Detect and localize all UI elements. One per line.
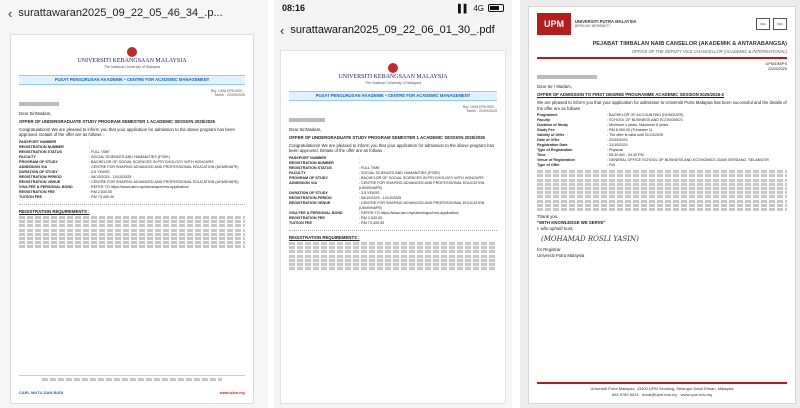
detail-value: : BACHELOR OF SOCIAL SCIENCES IN PSYCHOLOGY WITH HONOURS (89, 160, 214, 165)
detail-key: FACULTY (19, 155, 36, 160)
detail-row (19, 195, 241, 200)
ukm-offer-letter (281, 51, 505, 403)
detail-value: : The offer is valid until 31/10/2025 (607, 133, 664, 138)
detail-key: Duration of Study (537, 123, 568, 128)
detail-value: : CENTRE FOR SHAPING ADVANCED AND PROFESSIONAL EDUCATION (UKMSHAPE) (89, 165, 239, 170)
text-line (289, 255, 497, 258)
ukm-logo (19, 47, 245, 70)
text-line (19, 216, 245, 219)
detail-row (289, 181, 497, 191)
institution-tagline: The National University of Malaysia (364, 81, 422, 86)
detail-key: REGISTRATION NUMBER (19, 145, 64, 150)
detail-value: : (89, 140, 91, 145)
requirements-title: REGISTRATION REQUIREMENTS : (289, 235, 360, 241)
redacted-address (19, 102, 59, 106)
detail-value: : FULL TIME (359, 166, 380, 171)
offer-details-table (289, 156, 497, 226)
detail-value: : BACHELOR OF SOCIAL SCIENCES IN PSYCHOLOGY WITH HONOURS (359, 176, 484, 181)
closing: Thank you. (537, 213, 559, 219)
network-label: 4G (473, 3, 484, 13)
detail-key: Validity of Offer (537, 133, 565, 138)
pdf-viewer-panel-1 (0, 0, 268, 408)
ukm-crest-icon (127, 47, 137, 57)
text-line (289, 267, 497, 270)
detail-value: : CENTRE FOR SHAPING ADVANCED AND PROFESSIONAL EDUCATION (UKMSHAPE) (359, 201, 485, 211)
detail-value: : REFER TO https://www.ukm.my/ukmshape/new-application/ (89, 185, 190, 190)
detail-key: ADMISSION VIA (19, 165, 48, 170)
upm-name: UNIVERSITI PUTRA MALAYSIA (575, 18, 637, 24)
letter-ref: UPM/DM/PS (765, 62, 787, 67)
detail-value: : SOCIAL SCIENCES AND HUMANITIES (FSSK) (359, 171, 440, 176)
upm-logo: UPM (537, 13, 571, 35)
pdf-page[interactable] (280, 50, 506, 404)
detail-key: DURATION OF STUDY (19, 170, 58, 175)
detail-value: : RM 2,530.00 (89, 190, 113, 195)
detail-key: REGISTRATION PERIOD (19, 175, 62, 180)
text-line (42, 378, 223, 381)
text-line (19, 229, 245, 232)
detail-key: REGISTRATION STATUS (19, 150, 62, 155)
letter-intro: We are pleased to inform you that your application for admission to Universiti Putra Malaysia has been successful and the details of the offer are as follows : (537, 99, 787, 111)
detail-value: : RM 73,400.00 (359, 221, 385, 226)
status-time: 08:16 (282, 3, 306, 13)
detail-key: REGISTRATION STATUS (289, 166, 332, 171)
text-line (289, 246, 497, 249)
letter-date: 22/09/2025 (767, 67, 787, 72)
detail-value: : Physical (607, 148, 623, 153)
detail-value: : (359, 161, 361, 166)
detail-key: PASSPORT NUMBER (289, 156, 327, 161)
pdf-viewer-panel-2 (274, 0, 512, 408)
ukm-logo (289, 63, 497, 86)
red-divider (537, 57, 787, 59)
divider (19, 204, 245, 205)
iso-badges (756, 18, 787, 30)
text-line (289, 263, 497, 266)
detail-value: : FULL TIME (89, 150, 110, 155)
detail-value: : RM 8,060.00 (Trimester 1) (607, 128, 653, 133)
detail-key: FACULTY (289, 171, 306, 176)
signer-org: Universiti Putra Malaysia (537, 252, 585, 258)
institution-name: UNIVERSITI KEBANGSAAN MALAYSIA (338, 74, 448, 80)
red-divider (537, 382, 787, 384)
detail-value: : (89, 145, 91, 150)
detail-key: TUITION FEE (289, 221, 312, 226)
upm-offer-letter (529, 7, 795, 403)
pdf-filename: surattawaran2025_09_22_05_46_34_.p... (18, 7, 223, 19)
detail-row (289, 201, 497, 211)
detail-key: REGISTRATION FEE (19, 190, 55, 195)
back-chevron-icon[interactable]: ‹ (8, 5, 13, 21)
institution-name: UNIVERSITI KEBANGSAAN MALAYSIA (77, 58, 187, 64)
detail-value: : BACHELOR OF ACCOUNTING (HONOURS) (607, 113, 684, 118)
detail-key: REGISTRATION VENUE (19, 180, 61, 185)
detail-value: : RM 2,530.00 (359, 216, 383, 221)
trust-line: I, who uphold trust, (537, 225, 574, 231)
detail-key: TUITION FEE (19, 195, 42, 200)
detail-row (289, 221, 497, 226)
viewer-header (274, 16, 512, 44)
text-line (537, 191, 787, 194)
detail-key: Registration Date (537, 143, 568, 148)
letter-subject: OFFER OF UNDERGRADUATE STUDY PROGRAM SEMESTER 1 ACADEMIC SESSION 2025/2026 (19, 118, 215, 124)
footer-phone: 603-9769 6024 (611, 391, 639, 397)
ukm-motto: CARI, MUTU DAN BUDI (19, 389, 64, 395)
text-line (289, 250, 497, 253)
detail-key: VISA FEE & PERSONAL BOND (289, 211, 343, 216)
text-line (289, 242, 497, 245)
detail-value: : 3.5 YEARS (89, 170, 110, 175)
text-line (537, 170, 787, 173)
detail-key: PASSPORT NUMBER (19, 140, 57, 145)
detail-value: : CENTRE FOR SHAPING ADVANCED AND PROFESSIONAL EDUCATION (UKMSHAPE) (89, 180, 239, 185)
detail-key: PROGRAM OF STUDY (289, 176, 328, 181)
detail-value: : 31/10/2025 (607, 143, 628, 148)
text-line (537, 174, 787, 177)
detail-key: VISA FEE & PERSONAL BOND (19, 185, 73, 190)
iso-badge-icon: ISO (773, 18, 787, 30)
ukm-website: www.ukm.my (219, 389, 245, 395)
detail-key: Faculty (537, 118, 550, 123)
letter-intro: Congratulations! We are pleased to inform you that your application for admission to the above program has been approved. Details of the offer are as follows : (289, 142, 495, 154)
detail-value: : RM 73,400.00 (89, 195, 115, 200)
text-line (19, 233, 245, 236)
pdf-page[interactable] (528, 6, 796, 404)
back-chevron-icon[interactable]: ‹ (280, 22, 285, 38)
detail-value: : Full (607, 163, 615, 168)
centre-banner: PUSAT PENGURUSAN AKADEMIK • CENTRE FOR ACADEMIC MANAGEMENT (19, 75, 245, 85)
offer-details-table (19, 140, 241, 200)
text-line (537, 187, 787, 190)
letter-ref: Ruj: UKM.KPA.900/... (210, 88, 245, 93)
pdf-page[interactable] (10, 34, 254, 404)
ukm-crest-icon (388, 63, 398, 73)
letter-subject: OFFER OF UNDERGRADUATE STUDY PROGRAM SEMESTER 1 ACADEMIC SESSION 2025/2026 (289, 134, 485, 140)
pdf-viewer-panel-3 (520, 0, 800, 408)
detail-value: : GENERAL OFFICE SCHOOL OF BUSINESS AND ECONOMICS 43400 SERDANG, SELANGOR (607, 158, 769, 163)
office-title: PEJABAT TIMBALAN NAIB CANSELOR (AKADEMIK & ANTARABANGSA) (592, 41, 787, 47)
battery-icon (488, 4, 504, 12)
text-line (537, 195, 787, 198)
footer-web: www.upm.edu.my (680, 391, 713, 397)
detail-value: : REFER TO https://www.ukm.my/ukmshape/new-application/ (359, 211, 460, 216)
detail-value: : Minimum 4 years, Maximum 6 years (607, 123, 669, 128)
letter-date: Tarikh : 22/09/2025 (466, 109, 497, 114)
letter-subject: OFFER OF ADMISSION TO FIRST DEGREE PROGRAMME ACADEMIC SESSION 2025/2026-2 (537, 92, 725, 98)
viewer-header (0, 0, 268, 26)
ukm-offer-letter (11, 35, 253, 403)
letter-intro: Congratulations! We are pleased to inform you that your application for admission to the above program has been approved. Details of the offer are as follows : (19, 126, 235, 138)
text-line (537, 179, 787, 182)
text-line (537, 204, 787, 207)
office-title-en: OFFICE OF THE DEPUTY VICE CHANCELLOR (ACADEMIC & INTERNATIONAL) (632, 48, 787, 54)
requirements-title: REGISTRATION REQUIREMENTS : (19, 209, 90, 215)
detail-key: PROGRAM OF STUDY (19, 160, 58, 165)
detail-key: Time (537, 153, 546, 158)
motto: "WITH KNOWLEDGE WE SERVE" (537, 219, 606, 225)
text-line (537, 183, 787, 186)
detail-key: DURATION OF STUDY (289, 191, 328, 196)
detail-key: ADMISSION VIA (289, 181, 318, 186)
detail-value: : 06/10/2025 - 10/10/2025 (359, 196, 402, 201)
detail-key: REGISTRATION VENUE (289, 201, 331, 206)
salutation: Dear Sir / Madam, (537, 84, 572, 90)
phone-status-bar (274, 0, 512, 16)
letter-date: Tarikh : 22/09/2025 (214, 93, 245, 98)
detail-key: Type of Offer (537, 163, 560, 168)
signal-icon: ▌▌ (457, 3, 470, 13)
upm-letterhead (537, 13, 787, 35)
detail-value: : SOCIAL SCIENCES AND HUMANITIES (FSSK) (89, 155, 170, 160)
detail-key: Type of Registration (537, 148, 573, 153)
text-line (289, 259, 497, 262)
letter-ref: Ruj: UKM.KPA.900/... (462, 104, 497, 109)
text-line (537, 208, 787, 211)
signer-title: for Registrar (537, 246, 561, 252)
detail-value: : 3.5 YEARS (359, 191, 380, 196)
text-line (19, 241, 245, 244)
detail-row (537, 158, 771, 163)
detail-key: Study Fee (537, 128, 555, 133)
text-line (537, 200, 787, 203)
redacted-address (537, 75, 597, 79)
detail-value: : (359, 156, 361, 161)
detail-key: REGISTRATION FEE (289, 216, 325, 221)
centre-banner: PUSAT PENGURUSAN AKADEMIK • CENTRE FOR ACADEMIC MANAGEMENT (289, 91, 497, 101)
iso-badge-icon: ISO (756, 18, 770, 30)
detail-row (537, 163, 771, 168)
detail-value: : CENTRE FOR SHAPING ADVANCED AND PROFESSIONAL EDUCATION (UKMSHAPE) (359, 181, 485, 191)
text-line (19, 224, 245, 227)
text-line (19, 220, 245, 223)
detail-value: : 08.30 AM - 04.30 PM (607, 153, 644, 158)
upm-footer (537, 382, 787, 397)
institution-tagline: The National University of Malaysia (103, 65, 161, 70)
salutation: Dear Sir/Madam, (289, 127, 322, 133)
text-line (19, 237, 245, 240)
detail-value: : SCHOOL OF BUSINESS AND ECONOMICS (607, 118, 683, 123)
divider (289, 230, 497, 231)
text-line (19, 245, 245, 248)
detail-key: Programme (537, 113, 558, 118)
redacted-address (289, 118, 325, 122)
signature: (MOHAMAD ROSLI YASIN) (541, 235, 639, 244)
detail-key: Date of Offer (537, 138, 560, 143)
letter-footer (19, 375, 245, 381)
offer-details-table (537, 113, 771, 168)
detail-key: REGISTRATION NUMBER (289, 161, 334, 166)
detail-value: : 06/10/2025 - 10/10/2025 (89, 175, 132, 180)
salutation: Dear Sir/Madam, (19, 111, 52, 117)
footer-email: dvcai@upm.edu.my (641, 391, 678, 397)
upm-tagline: BERILMU BERBAKTI (575, 24, 610, 29)
detail-value: : 22/09/2025 (607, 138, 628, 143)
detail-key: REGISTRATION PERIOD (289, 196, 332, 201)
footer-address: Universiti Putra Malaysia, 43400 UPM Serdang, Selangor Darul Ehsan, Malaysia (590, 386, 734, 392)
detail-key: Venue of Registration (537, 158, 575, 163)
pdf-filename: surattawaran2025_09_22_06_01_30_.pdf (290, 24, 495, 36)
